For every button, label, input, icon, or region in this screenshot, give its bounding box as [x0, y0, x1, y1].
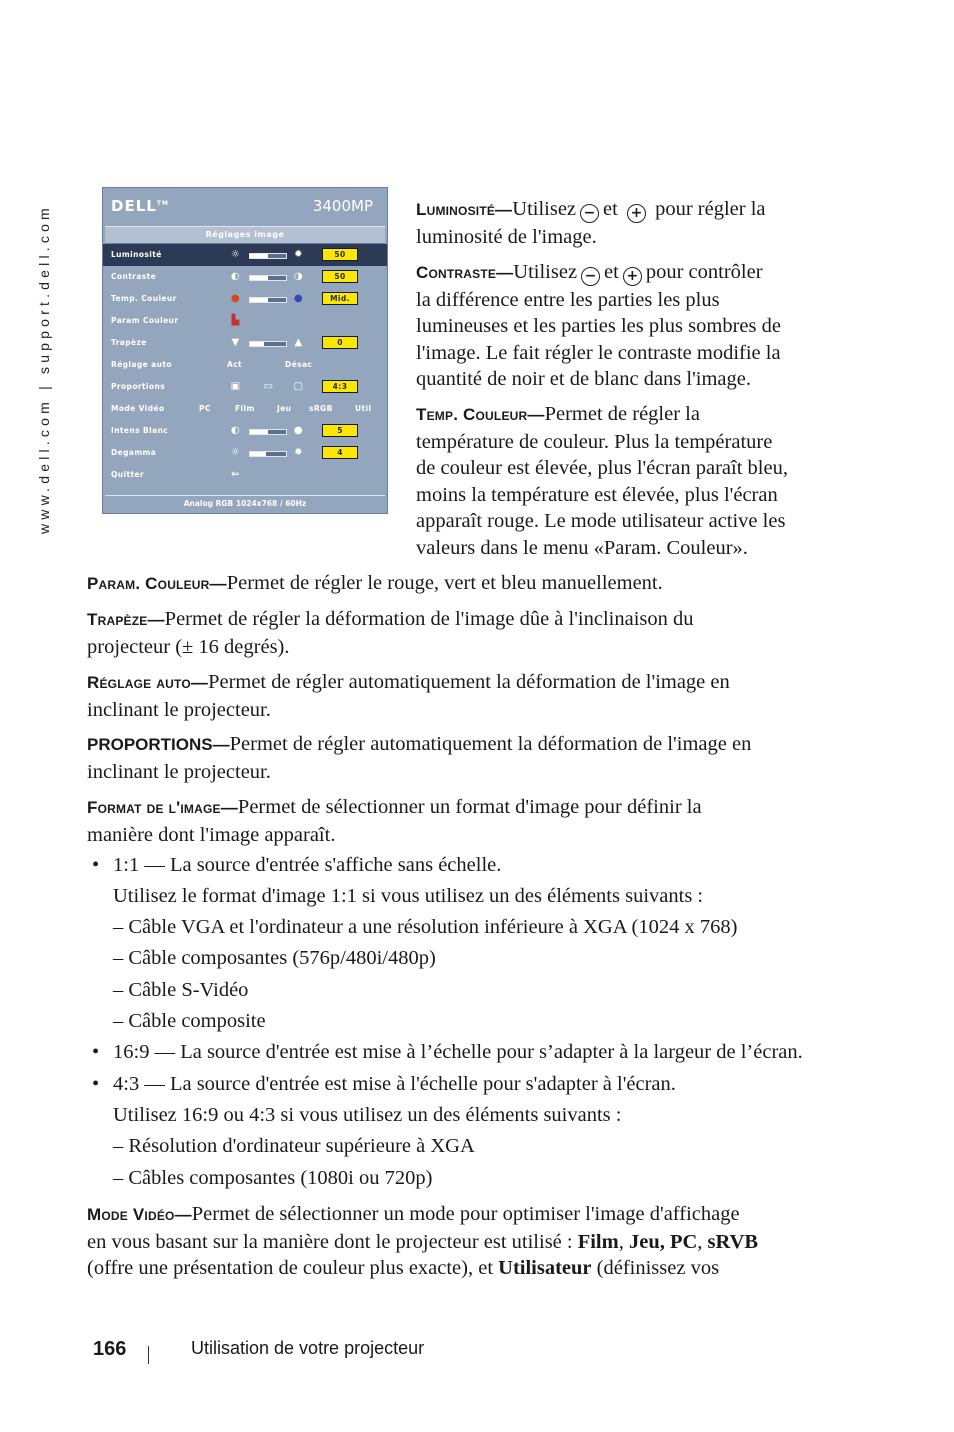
osd-model: 3400MP — [312, 197, 373, 215]
minus-icon: − — [580, 204, 599, 223]
list-item: – Câble S-Vidéo — [113, 979, 249, 1001]
list-item: – Câble VGA et l'ordinateur a une résolution inférieure à XGA (1024 x 768) — [113, 916, 738, 938]
footer-separator — [148, 1346, 149, 1364]
osd-row-trapeze: Trapèze ▼ ▲ 0 — [103, 332, 387, 354]
list-item: – Résolution d'ordinateur supérieure à XGA — [113, 1135, 475, 1157]
osd-slider — [249, 275, 287, 281]
list-item: 1:1 — La source d'entrée s'affiche sans échelle. — [113, 854, 502, 876]
keystone-up-icon: ▲ — [294, 337, 303, 348]
osd-row-mode-video: Mode Vidéo PC Film Jeu sRGB Util — [111, 404, 372, 413]
cool-color-icon: ● — [293, 293, 304, 304]
side-url: www.dell.com | support.dell.com — [36, 204, 52, 534]
list-item: 4:3 — La source d'entrée est mise à l'échelle pour s'adapter à l'écran. — [113, 1073, 676, 1095]
rgb-bars-icon: ▙ — [231, 315, 240, 326]
osd-row-proportions: Proportions ▣ ▭ ▢ 4:3 — [103, 376, 387, 398]
warm-color-icon: ● — [230, 293, 241, 304]
aspect-4-3-icon: ▢ — [293, 381, 304, 392]
keystone-down-icon: ▼ — [231, 337, 240, 348]
osd-header — [103, 188, 387, 226]
osd-row-contraste: Contraste ◐ ◑ 50 — [103, 266, 387, 288]
minus-icon: − — [581, 267, 600, 286]
osd-slider — [249, 451, 287, 457]
aspect-16-9-icon: ▭ — [263, 381, 274, 392]
osd-menu-image — [102, 187, 388, 514]
para-mode-video: Mode Vidéo—Permet de sélectionner un mode pour optimiser l'image d'affichage en vous basant sur la manière dont le projecteur est utilisé : Film, Jeu, PC, sRVB (offre une présentation de couleur plus exacte), et Utilisateur (définissez vos — [87, 1203, 759, 1279]
list-item: – Câble composite — [113, 1010, 266, 1032]
osd-row-degamma: Degamma ☼ ✹ 4 — [103, 442, 387, 464]
sun-filled-icon: ✹ — [294, 447, 303, 458]
list-item: – Câble composantes (576p/480i/480p) — [113, 947, 436, 969]
list-item: 16:9 — La source d'entrée est mise à l’échelle pour s’adapter à la largeur de l’écran. — [113, 1041, 803, 1063]
plus-icon: + — [623, 267, 642, 286]
osd-row-param-couleur: Param Couleur ▙ — [111, 315, 240, 326]
list-item: Utilisez le format d'image 1:1 si vous utilisez un des éléments suivants : — [113, 885, 704, 907]
page-number: 166 — [93, 1338, 127, 1360]
list-item: – Câbles composantes (1080i ou 720p) — [113, 1167, 433, 1189]
contrast-low-icon: ◐ — [230, 271, 241, 282]
contrast-high-icon: ◑ — [293, 271, 304, 282]
para-contraste: Contraste—Utilisez − et + pour contrôler la différence entre les parties les plus lumineuses et les parties les plus sombres de l'image. Le fait régler le contraste modifie la quantité de noir et de blanc dans l'image. — [416, 261, 781, 390]
para-param-couleur: Param. Couleur—Permet de régler le rouge, vert et bleu manuellement. — [87, 572, 663, 594]
osd-slider — [249, 341, 287, 347]
osd-slider — [249, 297, 287, 303]
sun-bright-icon: ✹ — [294, 249, 303, 260]
dell-logo: DELL™ — [111, 197, 169, 215]
bullet-3: • — [92, 1073, 100, 1095]
aspect-1-1-icon: ▣ — [230, 381, 241, 392]
osd-status: Analog RGB 1024x768 / 60Hz — [105, 495, 385, 511]
bullet-2: • — [92, 1041, 100, 1063]
bullet-1: • — [92, 854, 100, 876]
sun-dim-icon: ☼ — [230, 249, 241, 260]
sun-outline-icon: ☼ — [230, 447, 241, 458]
para-format-image: Format de l'image—Permet de sélectionner un format d'image pour définir la manière dont l'image apparaît. — [87, 796, 702, 846]
para-proportions: PROPORTIONS—Permet de régler automatiquement la déformation de l'image en inclinant le projecteur. — [87, 733, 752, 783]
para-temp-couleur: Temp. Couleur—Permet de régler la température de couleur. Plus la température de couleur est élevée, plus l'écran paraît bleu, moins la température est élevée, plus l'écran apparaît rouge. Le mode utilisateur active les valeurs dans le menu «Param. Couleur». — [416, 403, 788, 559]
osd-row-intens-blanc: Intens Blanc ◐ ● 5 — [103, 420, 387, 442]
para-reglage-auto: Réglage auto—Permet de régler automatiquement la déformation de l'image en inclinant le projecteur. — [87, 671, 730, 721]
white-low-icon: ◐ — [230, 425, 241, 436]
para-trapeze: Trapèze—Permet de régler la déformation de l'image dûe à l'inclinaison du projecteur (± 16 degrés). — [87, 608, 694, 658]
osd-row-luminosite: Luminosité ☼ ✹ 50 — [103, 244, 387, 266]
plus-icon: + — [627, 204, 646, 223]
para-luminosite: Luminosité—Utilisez − et + pour régler la luminosité de l'image. — [416, 198, 766, 248]
osd-row-temp-couleur: Temp. Couleur ● ● Mid. — [103, 288, 387, 310]
osd-row-reglage-auto: Réglage auto Act Désac — [111, 360, 313, 369]
white-high-icon: ● — [293, 425, 304, 436]
exit-arrow-icon: ⇐ — [231, 469, 240, 480]
list-item: Utilisez 16:9 ou 4:3 si vous utilisez un des éléments suivants : — [113, 1104, 622, 1126]
osd-slider — [249, 253, 287, 259]
footer-title: Utilisation de votre projecteur — [191, 1338, 425, 1358]
osd-menu-title: Réglages image — [105, 226, 385, 244]
osd-slider — [249, 429, 287, 435]
osd-row-quitter: Quitter ⇐ — [111, 469, 240, 480]
